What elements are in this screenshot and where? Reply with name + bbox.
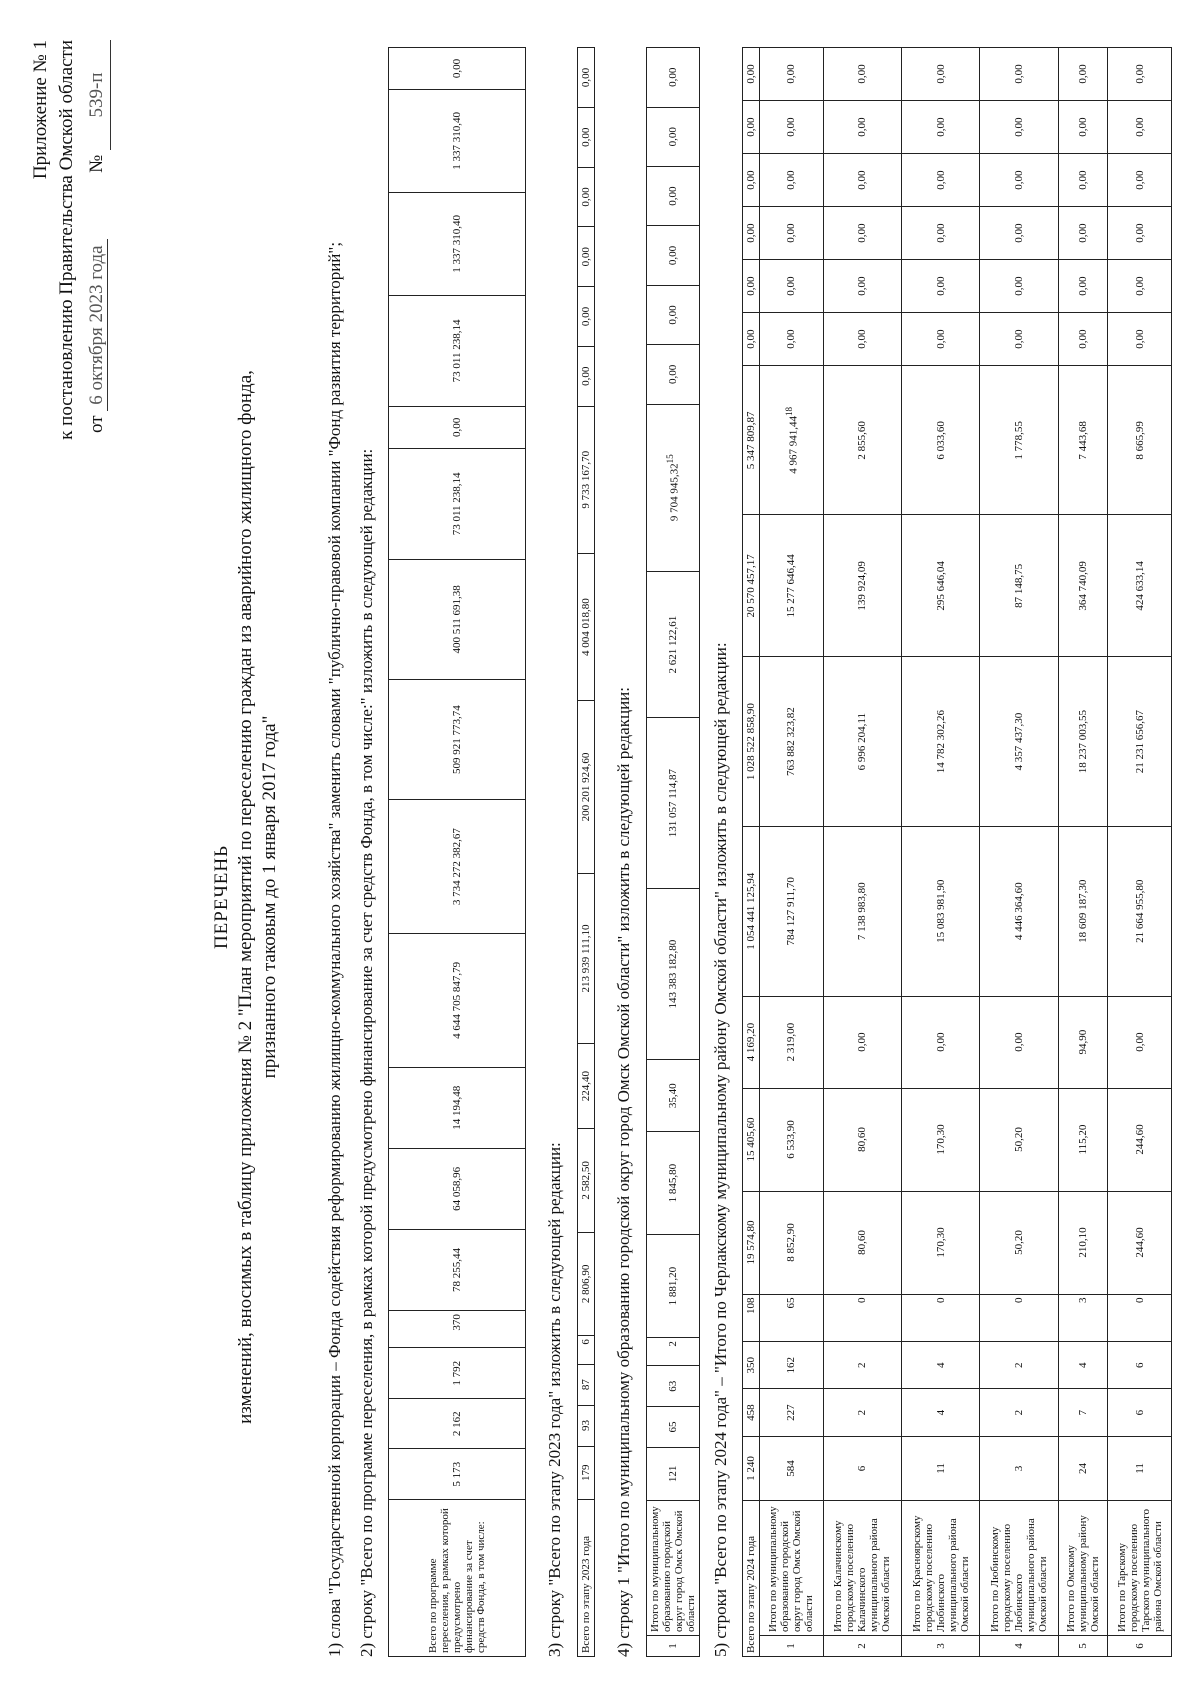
table-cell: 63 bbox=[647, 1366, 700, 1407]
table-cell: 14 782 302,26 bbox=[902, 657, 980, 827]
table-cell: 6 996 204,11 bbox=[823, 657, 901, 827]
table-cell: 509 921 773,74 bbox=[389, 679, 526, 800]
table-cell: 0,00 bbox=[1058, 207, 1107, 260]
table-cell: 0,00 bbox=[902, 154, 980, 207]
table-cell: 73 011 238,14 bbox=[389, 448, 526, 559]
table-cell: 0,00 bbox=[980, 154, 1058, 207]
table-cell bbox=[760, 366, 824, 515]
paragraph-3: 3) строку "Всего по этапу 2023 года" изложить в следующей редакции: bbox=[545, 1142, 564, 1657]
table-cell: 0,00 bbox=[823, 154, 901, 207]
table-cell: 0,00 bbox=[760, 101, 824, 154]
table-row bbox=[760, 48, 824, 1657]
table-cell: 2 806,90 bbox=[578, 1232, 595, 1336]
table-cell: 11 bbox=[1108, 1436, 1172, 1500]
table-cell: 0,00 bbox=[980, 260, 1058, 313]
table-cell: 364 740,09 bbox=[1058, 515, 1107, 657]
table-cell: 0,00 bbox=[823, 48, 901, 101]
row-label: Итого по Омскому муниципальному району Омской области bbox=[1058, 1501, 1107, 1636]
table-row bbox=[389, 48, 526, 1657]
table-cell: 0,00 bbox=[1108, 207, 1172, 260]
table-cell: 0,00 bbox=[1108, 154, 1172, 207]
table-cell: 0,00 bbox=[1058, 101, 1107, 154]
table-cell: 0,00 bbox=[578, 167, 595, 227]
date-number-line bbox=[84, 40, 111, 440]
paragraph-1: 1) слова "Государственной корпорации – Фонда содействия реформированию жилищно-коммунального хозяйства" заменить словами "публично-правовой компании "Фонд развития территорий"; bbox=[325, 241, 344, 1657]
table-omsk-2023 bbox=[646, 47, 700, 1657]
table-cell: 0,00 bbox=[1108, 48, 1172, 101]
table-cell: 0,00 bbox=[1108, 313, 1172, 366]
table-cell: 784 127 911,70 bbox=[760, 826, 824, 996]
table-cell: 0,00 bbox=[902, 101, 980, 154]
table-cell: 0,00 bbox=[578, 227, 595, 287]
table-cell: 0,00 bbox=[743, 101, 760, 154]
table-cell: 0,00 bbox=[647, 166, 700, 225]
row-index: 2 bbox=[823, 1636, 901, 1657]
table-cell: 0,00 bbox=[578, 107, 595, 167]
table-cell: 350 bbox=[743, 1341, 760, 1388]
table-cell: 0,00 bbox=[823, 313, 901, 366]
row-index: 4 bbox=[980, 1636, 1058, 1657]
date-value: 6 октября 2023 года bbox=[86, 239, 108, 410]
table-cell: 0,00 bbox=[980, 207, 1058, 260]
table-cell: 21 231 656,67 bbox=[1108, 657, 1172, 827]
table-cell: 6 bbox=[578, 1336, 595, 1364]
table-cell: 4 bbox=[902, 1389, 980, 1436]
table-cell: 108 bbox=[743, 1294, 760, 1341]
table-cell: 11 bbox=[902, 1436, 980, 1500]
title-line-1: изменений, вносимых в таблицу приложения № 2 "План мероприятий по переселению граждан из аварийного жилищного фонда, bbox=[235, 370, 256, 1424]
table-cell: 370 bbox=[389, 1311, 526, 1348]
table-cell: 0,00 bbox=[743, 48, 760, 101]
paragraph-4: 4) строку 1 "Итого по муниципальному образованию городской округ город Омск Омской области" изложить в следующей редакции: bbox=[614, 687, 633, 1657]
table-cell: 0,00 bbox=[902, 260, 980, 313]
table-cell: 0 bbox=[902, 1294, 980, 1341]
table-cell: 139 924,09 bbox=[823, 515, 901, 657]
table-cell: 0,00 bbox=[760, 207, 824, 260]
row-index: 6 bbox=[1108, 1636, 1172, 1657]
table-cell: 2 319,00 bbox=[760, 996, 824, 1088]
table-cell: 19 574,80 bbox=[743, 1191, 760, 1294]
table-cell: 15 277 646,44 bbox=[760, 515, 824, 657]
row-index: 1 bbox=[647, 1636, 700, 1657]
table-cell: 0,00 bbox=[647, 285, 700, 344]
table-cell: 1 881,20 bbox=[647, 1235, 700, 1338]
table-cell: 121 bbox=[647, 1447, 700, 1500]
table-cell: 0,00 bbox=[1108, 996, 1172, 1088]
table-cell: 0 bbox=[823, 1294, 901, 1341]
table-cell: 0 bbox=[1108, 1294, 1172, 1341]
table-cell: 0,00 bbox=[389, 407, 526, 449]
footnote-mark: 15 bbox=[665, 454, 676, 464]
table-cell: 227 bbox=[760, 1389, 824, 1436]
table-cell: 6 bbox=[1108, 1341, 1172, 1388]
table-cell: 5 347 809,87 bbox=[743, 366, 760, 515]
table-cell: 8 852,90 bbox=[760, 1191, 824, 1294]
row-label: Всего по программе переселения, в рамках которой предусмотрено финансирование за счет средств Фонда, в том числе: bbox=[389, 1500, 526, 1657]
table-cell: 6 533,90 bbox=[760, 1088, 824, 1191]
table-cell: 0,00 bbox=[647, 226, 700, 285]
table-cell: 0,00 bbox=[578, 346, 595, 406]
table-cell: 24 bbox=[1058, 1436, 1107, 1500]
table-cell: 6 033,60 bbox=[902, 366, 980, 515]
table-cell: 0,00 bbox=[647, 107, 700, 166]
table-cell: 0,00 bbox=[980, 996, 1058, 1088]
table-cell: 400 511 691,38 bbox=[389, 559, 526, 679]
appendix-label: Приложение № 1 bbox=[30, 40, 51, 180]
table-row bbox=[647, 48, 700, 1657]
table-row bbox=[1058, 48, 1107, 1657]
table-row bbox=[1108, 48, 1172, 1657]
table-cell: 1 054 441 125,94 bbox=[743, 826, 760, 996]
table-cell: 50,20 bbox=[980, 1191, 1058, 1294]
row-label: Итого по муниципальному образованию городской округ город Омск Омской области bbox=[760, 1501, 824, 1636]
table-row bbox=[578, 48, 595, 1657]
table-cell: 0,00 bbox=[760, 313, 824, 366]
table-cell: 0,00 bbox=[760, 260, 824, 313]
table-cell: 0,00 bbox=[902, 313, 980, 366]
table-cell: 0,00 bbox=[980, 48, 1058, 101]
table-cell: 0,00 bbox=[760, 154, 824, 207]
table-cell: 213 939 111,10 bbox=[578, 873, 595, 1044]
table-cell: 15 405,60 bbox=[743, 1088, 760, 1191]
table-cell: 0,00 bbox=[743, 154, 760, 207]
table-cell: 93 bbox=[578, 1405, 595, 1446]
table-cell: 1 845,80 bbox=[647, 1132, 700, 1235]
table-cell: 1 778,55 bbox=[980, 366, 1058, 515]
table-cell: 0,00 bbox=[823, 207, 901, 260]
table-cell: 1 337 310,40 bbox=[389, 192, 526, 295]
table-cell: 0,00 bbox=[1108, 260, 1172, 313]
row-label: Всего по этапу 2023 года bbox=[578, 1500, 595, 1657]
table-cell: 7 138 983,80 bbox=[823, 826, 901, 996]
table-cell: 0,00 bbox=[980, 313, 1058, 366]
table-cell: 1 792 bbox=[389, 1348, 526, 1399]
table-cell: 0,00 bbox=[1058, 260, 1107, 313]
table-cell: 18 237 003,55 bbox=[1058, 657, 1107, 827]
title-line-0: ПЕРЕЧЕНЬ bbox=[211, 844, 232, 950]
table-cell: 4 446 364,60 bbox=[980, 826, 1058, 996]
table-cell: 0 bbox=[980, 1294, 1058, 1341]
table-cell: 2 bbox=[980, 1389, 1058, 1436]
table-row bbox=[902, 48, 980, 1657]
table-cell: 210,10 bbox=[1058, 1191, 1107, 1294]
table-cell: 244,60 bbox=[1108, 1191, 1172, 1294]
cell-value: 9 704 945,32 bbox=[668, 463, 681, 522]
table-cell: 0,00 bbox=[647, 48, 700, 108]
table-cell: 65 bbox=[647, 1407, 700, 1448]
table-cell: 6 bbox=[1108, 1389, 1172, 1436]
table-cell: 7 bbox=[1058, 1389, 1107, 1436]
table-cell: 0,00 bbox=[578, 287, 595, 347]
table-cell: 4 644 705 847,79 bbox=[389, 933, 526, 1067]
table-cell: 0,00 bbox=[578, 48, 595, 108]
table-cell: 50,20 bbox=[980, 1088, 1058, 1191]
table-cell: 295 646,04 bbox=[902, 515, 980, 657]
table-cell: 4 bbox=[902, 1341, 980, 1388]
table-cell: 20 570 457,17 bbox=[743, 515, 760, 657]
table-cell: 584 bbox=[760, 1436, 824, 1500]
table-cell: 179 bbox=[578, 1446, 595, 1499]
row-label: Итого по Тарскому городскому поселению Тарского муниципального района Омской области bbox=[1108, 1501, 1172, 1636]
resolution-reference: к постановлению Правительства Омской области bbox=[56, 40, 77, 440]
table-cell: 0,00 bbox=[1058, 154, 1107, 207]
cell-value: 4 967 941,44 bbox=[787, 416, 800, 474]
table-cell: 3 bbox=[1058, 1294, 1107, 1341]
title-line-2: признанного таковым до 1 января 2017 года" bbox=[259, 715, 280, 1079]
table-cell: 0,00 bbox=[823, 260, 901, 313]
table-cell: 2 582,50 bbox=[578, 1129, 595, 1233]
table-cell: 2 bbox=[980, 1341, 1058, 1388]
table-row bbox=[980, 48, 1058, 1657]
table-cell: 65 bbox=[760, 1294, 824, 1341]
table-cell: 170,30 bbox=[902, 1088, 980, 1191]
row-label: Итого по Калачинскому городскому поселению Калачинского муниципального района Омской области bbox=[823, 1501, 901, 1636]
table-cell: 7 443,68 bbox=[1058, 366, 1107, 515]
row-label: Итого по муниципальному образованию городской округ город Омск Омской области bbox=[647, 1501, 700, 1636]
table-stage-2024 bbox=[742, 47, 1172, 1657]
row-index: 3 bbox=[902, 1636, 980, 1657]
table-cell: 87 148,75 bbox=[980, 515, 1058, 657]
table-cell: 2 162 bbox=[389, 1398, 526, 1449]
table-cell: 4 357 437,30 bbox=[980, 657, 1058, 827]
table-cell: 2 bbox=[823, 1389, 901, 1436]
table-cell: 6 bbox=[823, 1436, 901, 1500]
table-cell: 0,00 bbox=[1108, 101, 1172, 154]
footnote-mark: 18 bbox=[783, 406, 794, 417]
table-cell: 14 194,48 bbox=[389, 1067, 526, 1148]
table-cell: 0,00 bbox=[389, 48, 526, 90]
table-cell: 4 004 018,80 bbox=[578, 553, 595, 700]
table-cell: 80,60 bbox=[823, 1088, 901, 1191]
table-cell: 244,60 bbox=[1108, 1088, 1172, 1191]
table-cell: 0,00 bbox=[1058, 313, 1107, 366]
table-cell: 0,00 bbox=[902, 996, 980, 1088]
row-index: 5 bbox=[1058, 1636, 1107, 1657]
table-cell: 0,00 bbox=[1058, 48, 1107, 101]
table-cell: 3 bbox=[980, 1436, 1058, 1500]
number-prefix: № bbox=[86, 154, 107, 173]
table-cell: 2 bbox=[647, 1338, 700, 1366]
row-label: Всего по этапу 2024 года bbox=[743, 1501, 760, 1657]
table-cell: 115,20 bbox=[1058, 1088, 1107, 1191]
table-cell: 8 665,99 bbox=[1108, 366, 1172, 515]
number-value: 539-п bbox=[84, 40, 111, 150]
table-row bbox=[823, 48, 901, 1657]
table-cell: 0,00 bbox=[743, 207, 760, 260]
table-cell: 80,60 bbox=[823, 1191, 901, 1294]
table-cell: 15 083 981,90 bbox=[902, 826, 980, 996]
table-cell: 0,00 bbox=[823, 996, 901, 1088]
table-cell: 143 383 182,80 bbox=[647, 888, 700, 1059]
table-cell: 0,00 bbox=[902, 48, 980, 101]
table-cell: 1 337 310,40 bbox=[389, 89, 526, 192]
table-cell: 0,00 bbox=[647, 345, 700, 404]
table-cell: 162 bbox=[760, 1341, 824, 1388]
table-cell: 5 173 bbox=[389, 1449, 526, 1500]
table-cell: 0,00 bbox=[743, 313, 760, 366]
table-cell: 458 bbox=[743, 1389, 760, 1436]
date-prefix: от bbox=[86, 415, 107, 434]
table-cell: 224,40 bbox=[578, 1044, 595, 1129]
row-label: Итого по Красноярскому городскому поселению Любинского муниципального района Омской области bbox=[902, 1501, 980, 1636]
table-cell: 2 bbox=[823, 1341, 901, 1388]
table-cell bbox=[647, 404, 700, 571]
table-stage-2023 bbox=[577, 47, 595, 1657]
table-cell: 0,00 bbox=[980, 101, 1058, 154]
table-row bbox=[743, 48, 760, 1657]
table-cell: 4 169,20 bbox=[743, 996, 760, 1088]
paragraph-2: 2) строку "Всего по программе переселения, в рамках которой предусмотрено финансирование за счет средств Фонда, в том числе:" изложить в следующей редакции: bbox=[357, 448, 376, 1657]
table-cell: 64 058,96 bbox=[389, 1148, 526, 1229]
table-cell: 9 733 167,70 bbox=[578, 406, 595, 553]
table-cell: 35,40 bbox=[647, 1060, 700, 1132]
table-cell: 2 855,60 bbox=[823, 366, 901, 515]
table-cell: 2 621 122,61 bbox=[647, 571, 700, 718]
paragraph-5: 5) строки "Всего по этапу 2024 года" – "Итого по Черлакскому муниципальному району Омской области" изложить в следующей редакции: bbox=[711, 642, 730, 1657]
document-title bbox=[210, 247, 282, 1547]
table-cell: 131 057 114,87 bbox=[647, 718, 700, 889]
table-cell: 78 255,44 bbox=[389, 1229, 526, 1310]
row-label: Итого по Любинскому городскому поселению Любинского муниципального района Омской области bbox=[980, 1501, 1058, 1636]
table-cell: 0,00 bbox=[760, 48, 824, 101]
table-cell: 18 609 187,30 bbox=[1058, 826, 1107, 996]
table-cell: 3 734 272 382,67 bbox=[389, 800, 526, 934]
table-cell: 4 bbox=[1058, 1341, 1107, 1388]
table-cell: 0,00 bbox=[743, 260, 760, 313]
table-program-total bbox=[388, 47, 526, 1657]
table-cell: 87 bbox=[578, 1364, 595, 1405]
document-header bbox=[28, 40, 111, 440]
table-cell: 763 882 323,82 bbox=[760, 657, 824, 827]
table-cell: 0,00 bbox=[902, 207, 980, 260]
table-cell: 0,00 bbox=[823, 101, 901, 154]
table-cell: 21 664 955,80 bbox=[1108, 826, 1172, 996]
table-cell: 94,90 bbox=[1058, 996, 1107, 1088]
table-cell: 170,30 bbox=[902, 1191, 980, 1294]
table-cell: 424 633,14 bbox=[1108, 515, 1172, 657]
table-cell: 73 011 238,14 bbox=[389, 295, 526, 406]
table-cell: 1 028 522 858,90 bbox=[743, 657, 760, 827]
table-cell: 200 201 924,60 bbox=[578, 701, 595, 873]
row-index: 1 bbox=[760, 1636, 824, 1657]
table-cell: 1 240 bbox=[743, 1436, 760, 1500]
